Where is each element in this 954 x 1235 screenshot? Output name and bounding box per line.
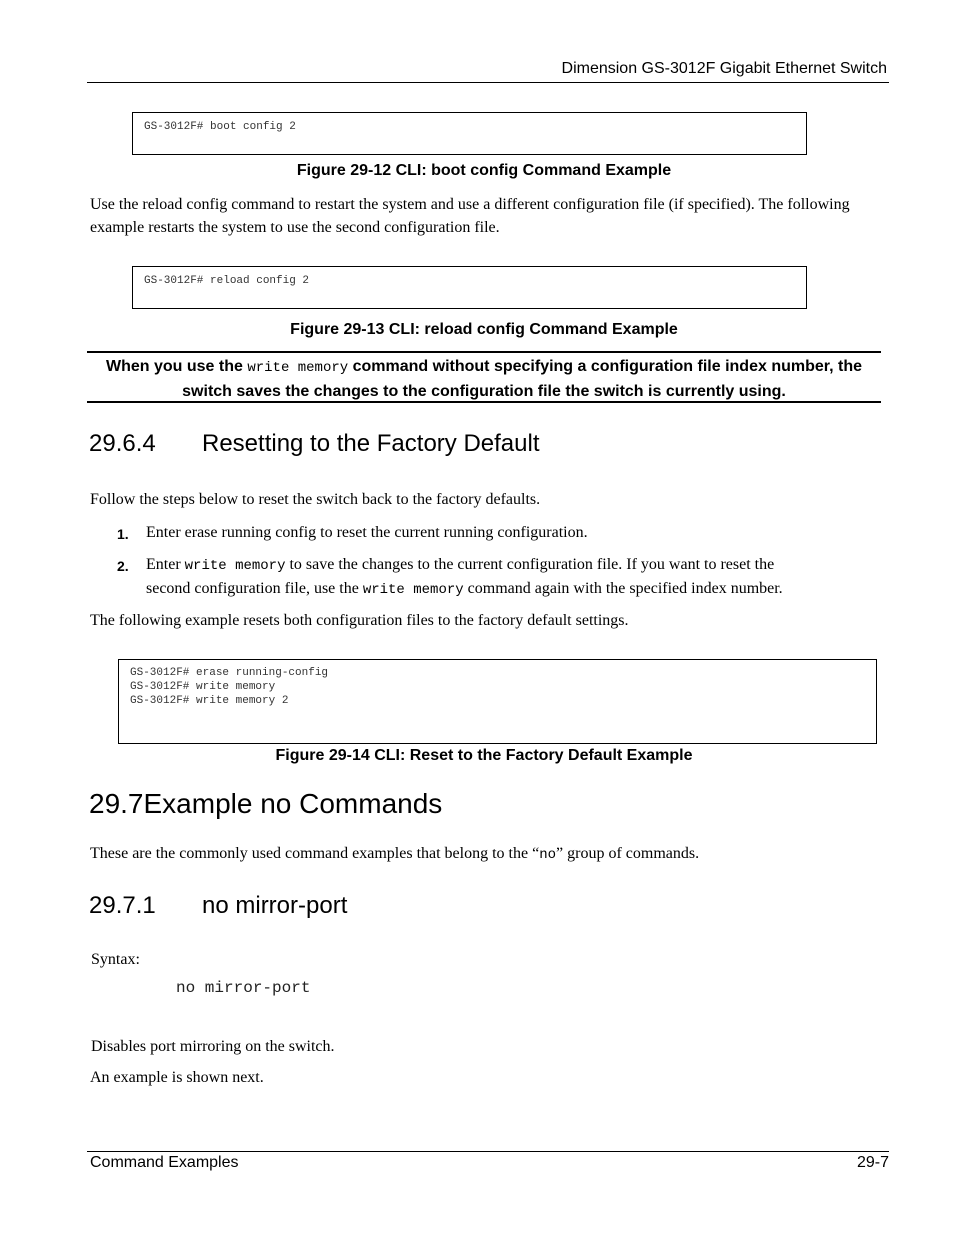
para-no-after: ” group of commands. <box>556 845 700 862</box>
footer-left: Command Examples <box>90 1154 239 1171</box>
step-2-middle: to save the changes to the current configuration file. If you want to reset the <box>285 556 775 573</box>
code-line: GS-3012F# boot config 2 <box>144 121 296 133</box>
section-heading-29-6-4 <box>89 430 540 458</box>
section-title: no mirror-port <box>202 892 348 919</box>
footer-rule <box>87 1151 889 1152</box>
note-text-before: When you use the <box>106 358 248 375</box>
figure-caption-29-14: Figure 29-14 CLI: Reset to the Factory Default Example <box>275 747 693 764</box>
step-text-2-line-2 <box>146 577 783 602</box>
step-2-line2-before: second configuration file, use the <box>146 580 363 597</box>
syntax-command: no mirror-port <box>176 979 311 997</box>
step-text-2-line-1 <box>146 553 774 578</box>
paragraph-no-group <box>90 842 699 867</box>
note-box <box>87 351 881 403</box>
step-2-code: write memory <box>184 558 286 574</box>
code-line: GS-3012F# reload config 2 <box>144 275 310 287</box>
note-code-write-memory: write memory <box>247 360 349 376</box>
header-rule <box>87 82 889 83</box>
code-box-reset-factory <box>118 659 877 744</box>
note-text-after: command without specifying a configuration file index number, the switch saves the changes to the configuration file the switch is currently using. <box>182 358 862 400</box>
para-no-code: no <box>539 847 557 863</box>
step-2-line2-after: command again with the specified index number. <box>463 580 783 597</box>
footer-page-number: 29-7 <box>856 1154 889 1171</box>
code-line: GS-3012F# erase running-config <box>130 667 329 679</box>
paragraph-following-example: The following example resets both configuration files to the factory default settings. <box>90 612 629 629</box>
code-line: GS-3012F# write memory <box>130 681 276 693</box>
section-heading-29-7-1 <box>89 892 348 920</box>
step-2-before: Enter <box>146 556 185 573</box>
section-number: 29.6.4 <box>89 430 156 457</box>
section-heading-29-7 <box>89 788 442 820</box>
paragraph-reload-config: Use the reload config command to restart the system and use a different configuration file (if specified). The following example restarts the system to use the second configuration file. <box>90 196 850 236</box>
note-text <box>87 353 881 404</box>
figure-caption-29-12: Figure 29-12 CLI: boot config Command Example <box>296 162 672 179</box>
para-no-before: These are the commonly used command examples that belong to the “ <box>90 845 540 862</box>
section-title: Resetting to the Factory Default <box>202 430 540 457</box>
step-2-code-2: write memory <box>362 582 464 598</box>
paragraph-follow-steps: Follow the steps below to reset the switch back to the factory defaults. <box>90 491 541 508</box>
code-line: GS-3012F# write memory 2 <box>130 695 289 707</box>
section-title: Example no Commands <box>143 788 443 819</box>
code-box-boot-config <box>132 112 807 155</box>
figure-caption-29-13: Figure 29-13 CLI: reload config Command Example <box>290 321 678 338</box>
running-header: Dimension GS-3012F Gigabit Ethernet Switch <box>561 60 887 77</box>
code-box-reload-config <box>132 266 807 309</box>
step-number-1: 1. <box>117 526 129 542</box>
step-number-2: 2. <box>117 558 129 574</box>
paragraph-disables: Disables port mirroring on the switch. <box>91 1038 335 1055</box>
step-text-1: Enter erase running config to reset the current running configuration. <box>146 524 588 541</box>
syntax-label: Syntax: <box>91 951 140 968</box>
section-number: 29.7 <box>89 788 144 819</box>
paragraph-example-shown: An example is shown next. <box>90 1069 264 1086</box>
section-number: 29.7.1 <box>89 892 156 919</box>
